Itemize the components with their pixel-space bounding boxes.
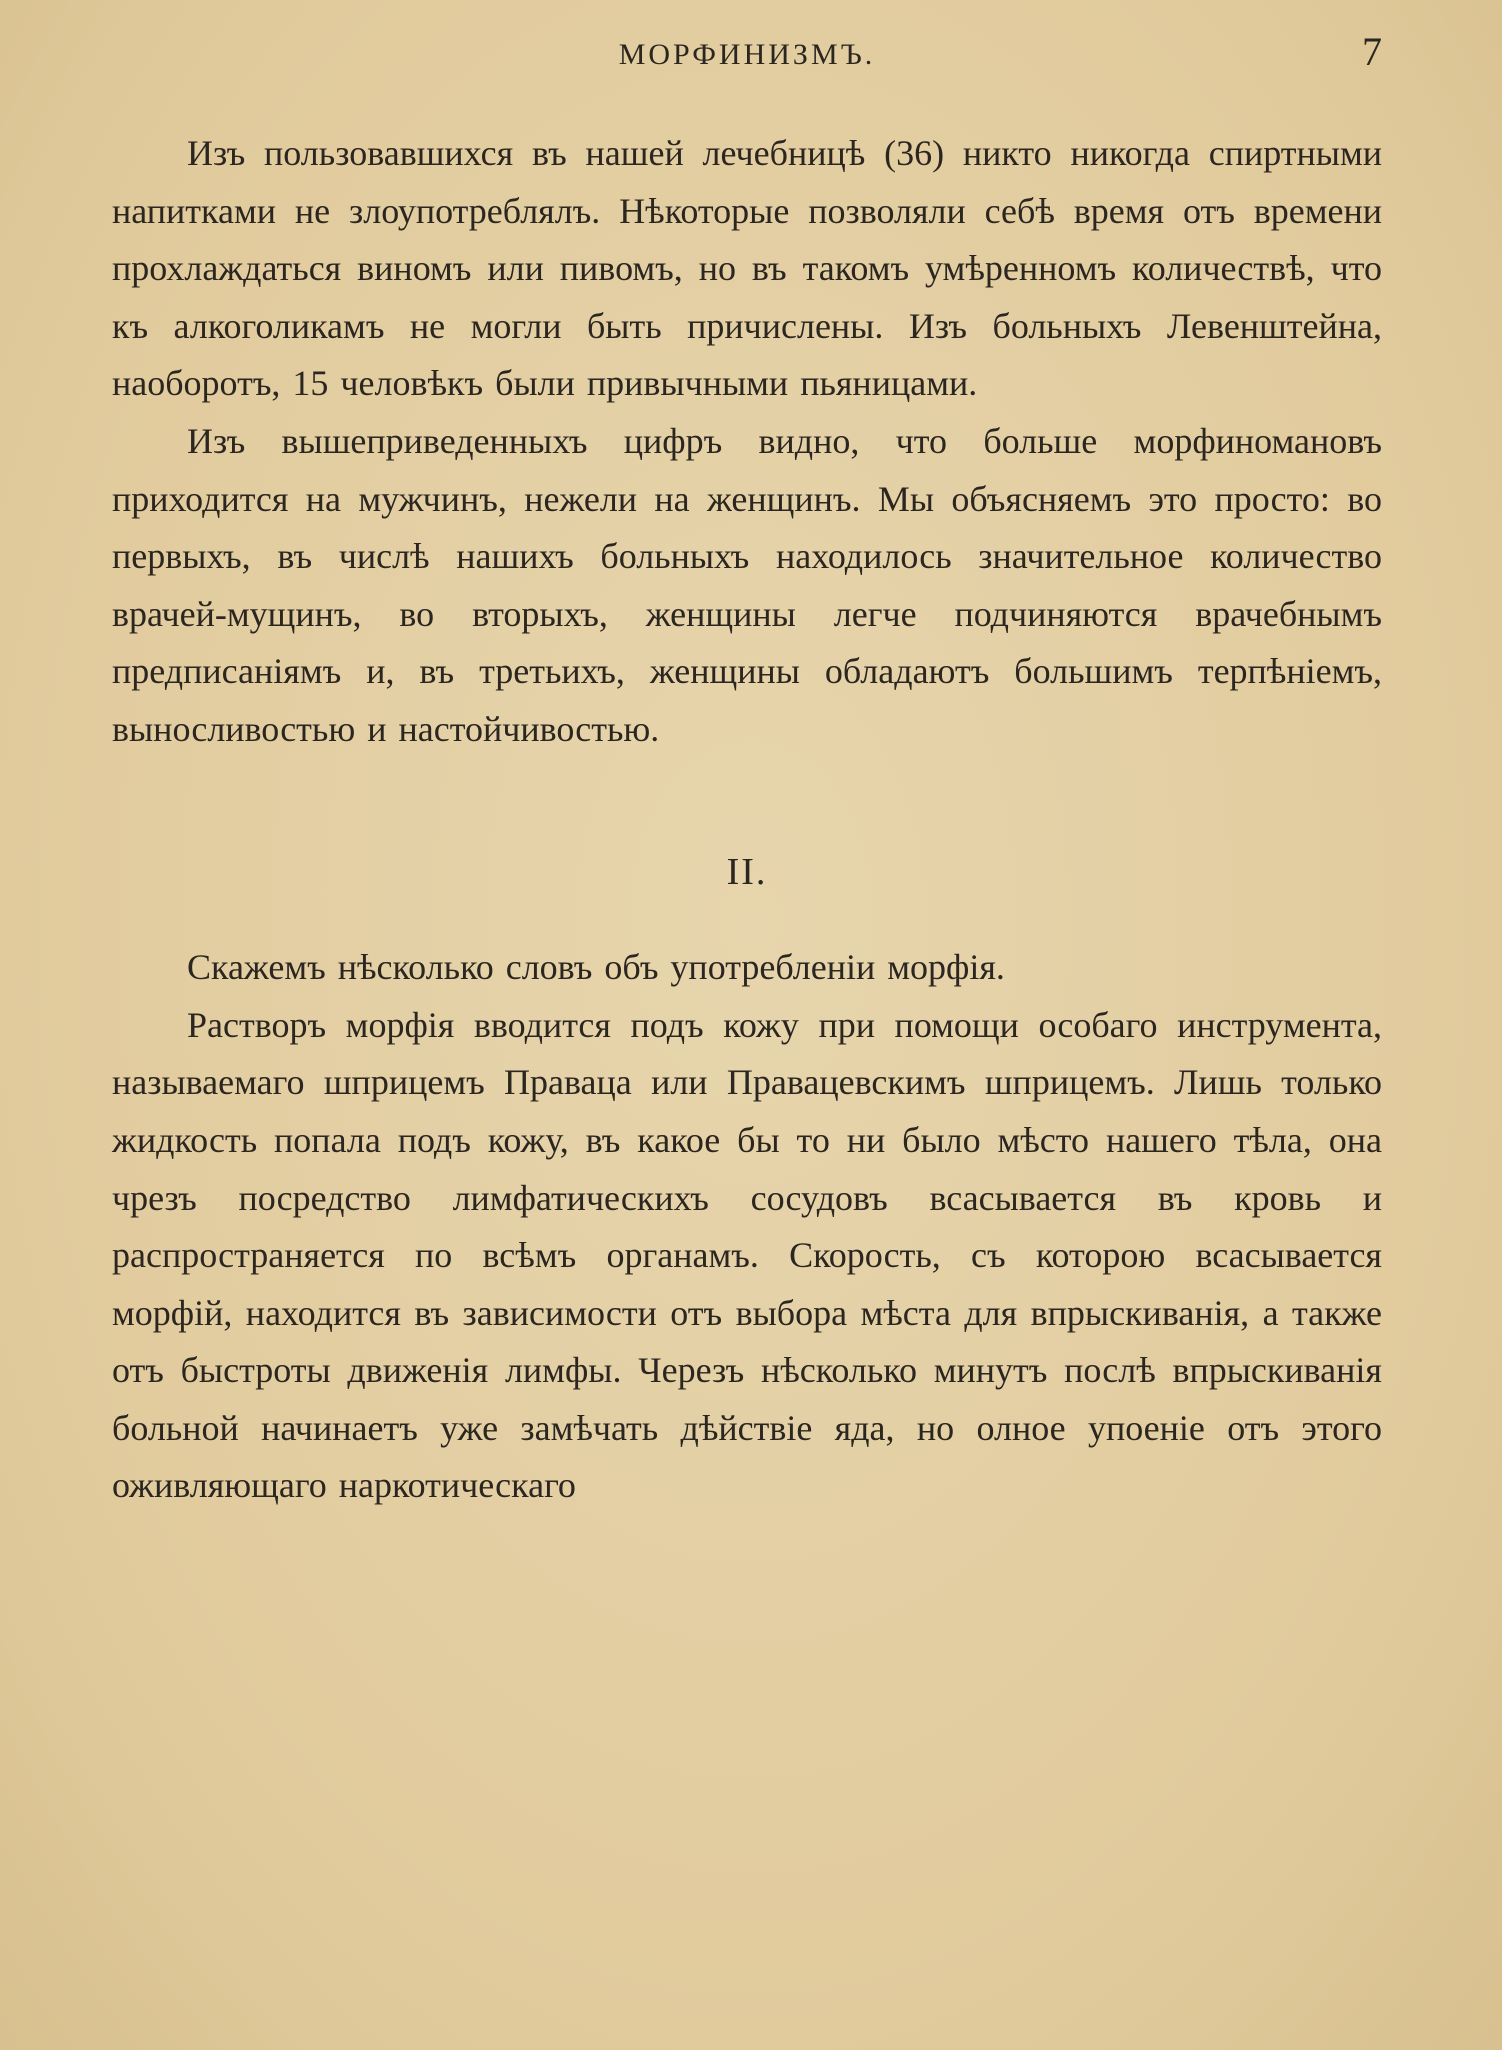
page-header	[112, 28, 1382, 78]
page-number: 7	[1362, 29, 1382, 74]
paragraph: Скажемъ нѣсколько словъ объ употребленіи морфія.	[187, 947, 1005, 988]
section-heading: II.	[726, 850, 768, 893]
paragraph: Растворъ морфія вводится подъ кожу при помощи особаго инструмента, называемаго шприцемъ Праваца или Правацевскимъ шприцемъ. Лишь только жидкость попала подъ кожу, въ какое бы то ни было мѣсто нашего тѣла, она чрезъ посредство лимфатическихъ сосудовъ всасывается въ кровь и распространяется по всѣмъ органамъ. Скорость, съ которою всасывается морфій, находится въ зависимости отъ выбора мѣста для впрыскиванія, а также отъ быстроты движенія лимфы. Черезъ нѣсколько минутъ послѣ впрыскиванія больной начинаетъ уже замѣчать дѣйствіе яда, но олное упоеніе отъ этого оживляющаго наркотическаго	[112, 1004, 1382, 1506]
body-text	[112, 125, 1382, 1515]
paragraph: Изъ вышеприведенныхъ цифръ видно, что больше морфиномановъ приходится на мужчинъ, нежели на женщинъ. Мы объясняемъ это просто: во первыхъ, въ числѣ нашихъ больныхъ находилось значительное количество врачей-мущинъ, во вторыхъ, женщины легче подчиняются врачебнымъ предписаніямъ и, въ третьихъ, женщины обладаютъ большимъ терпѣніемъ, выносливостью и настойчивостью.	[112, 420, 1382, 749]
paragraph: Изъ пользовавшихся въ нашей лечебницѣ (36) никто никогда спиртными напитками не злоупотреблялъ. Нѣкоторые позволяли себѣ время отъ времени прохлаждаться виномъ или пивомъ, но въ такомъ умѣренномъ количествѣ, что къ алкоголикамъ не могли быть причислены. Изъ больныхъ Левенштейна, наоборотъ, 15 человѣкъ были привычными пьяницами.	[112, 133, 1382, 404]
running-title: МОРФИНИЗМЪ.	[618, 38, 876, 71]
